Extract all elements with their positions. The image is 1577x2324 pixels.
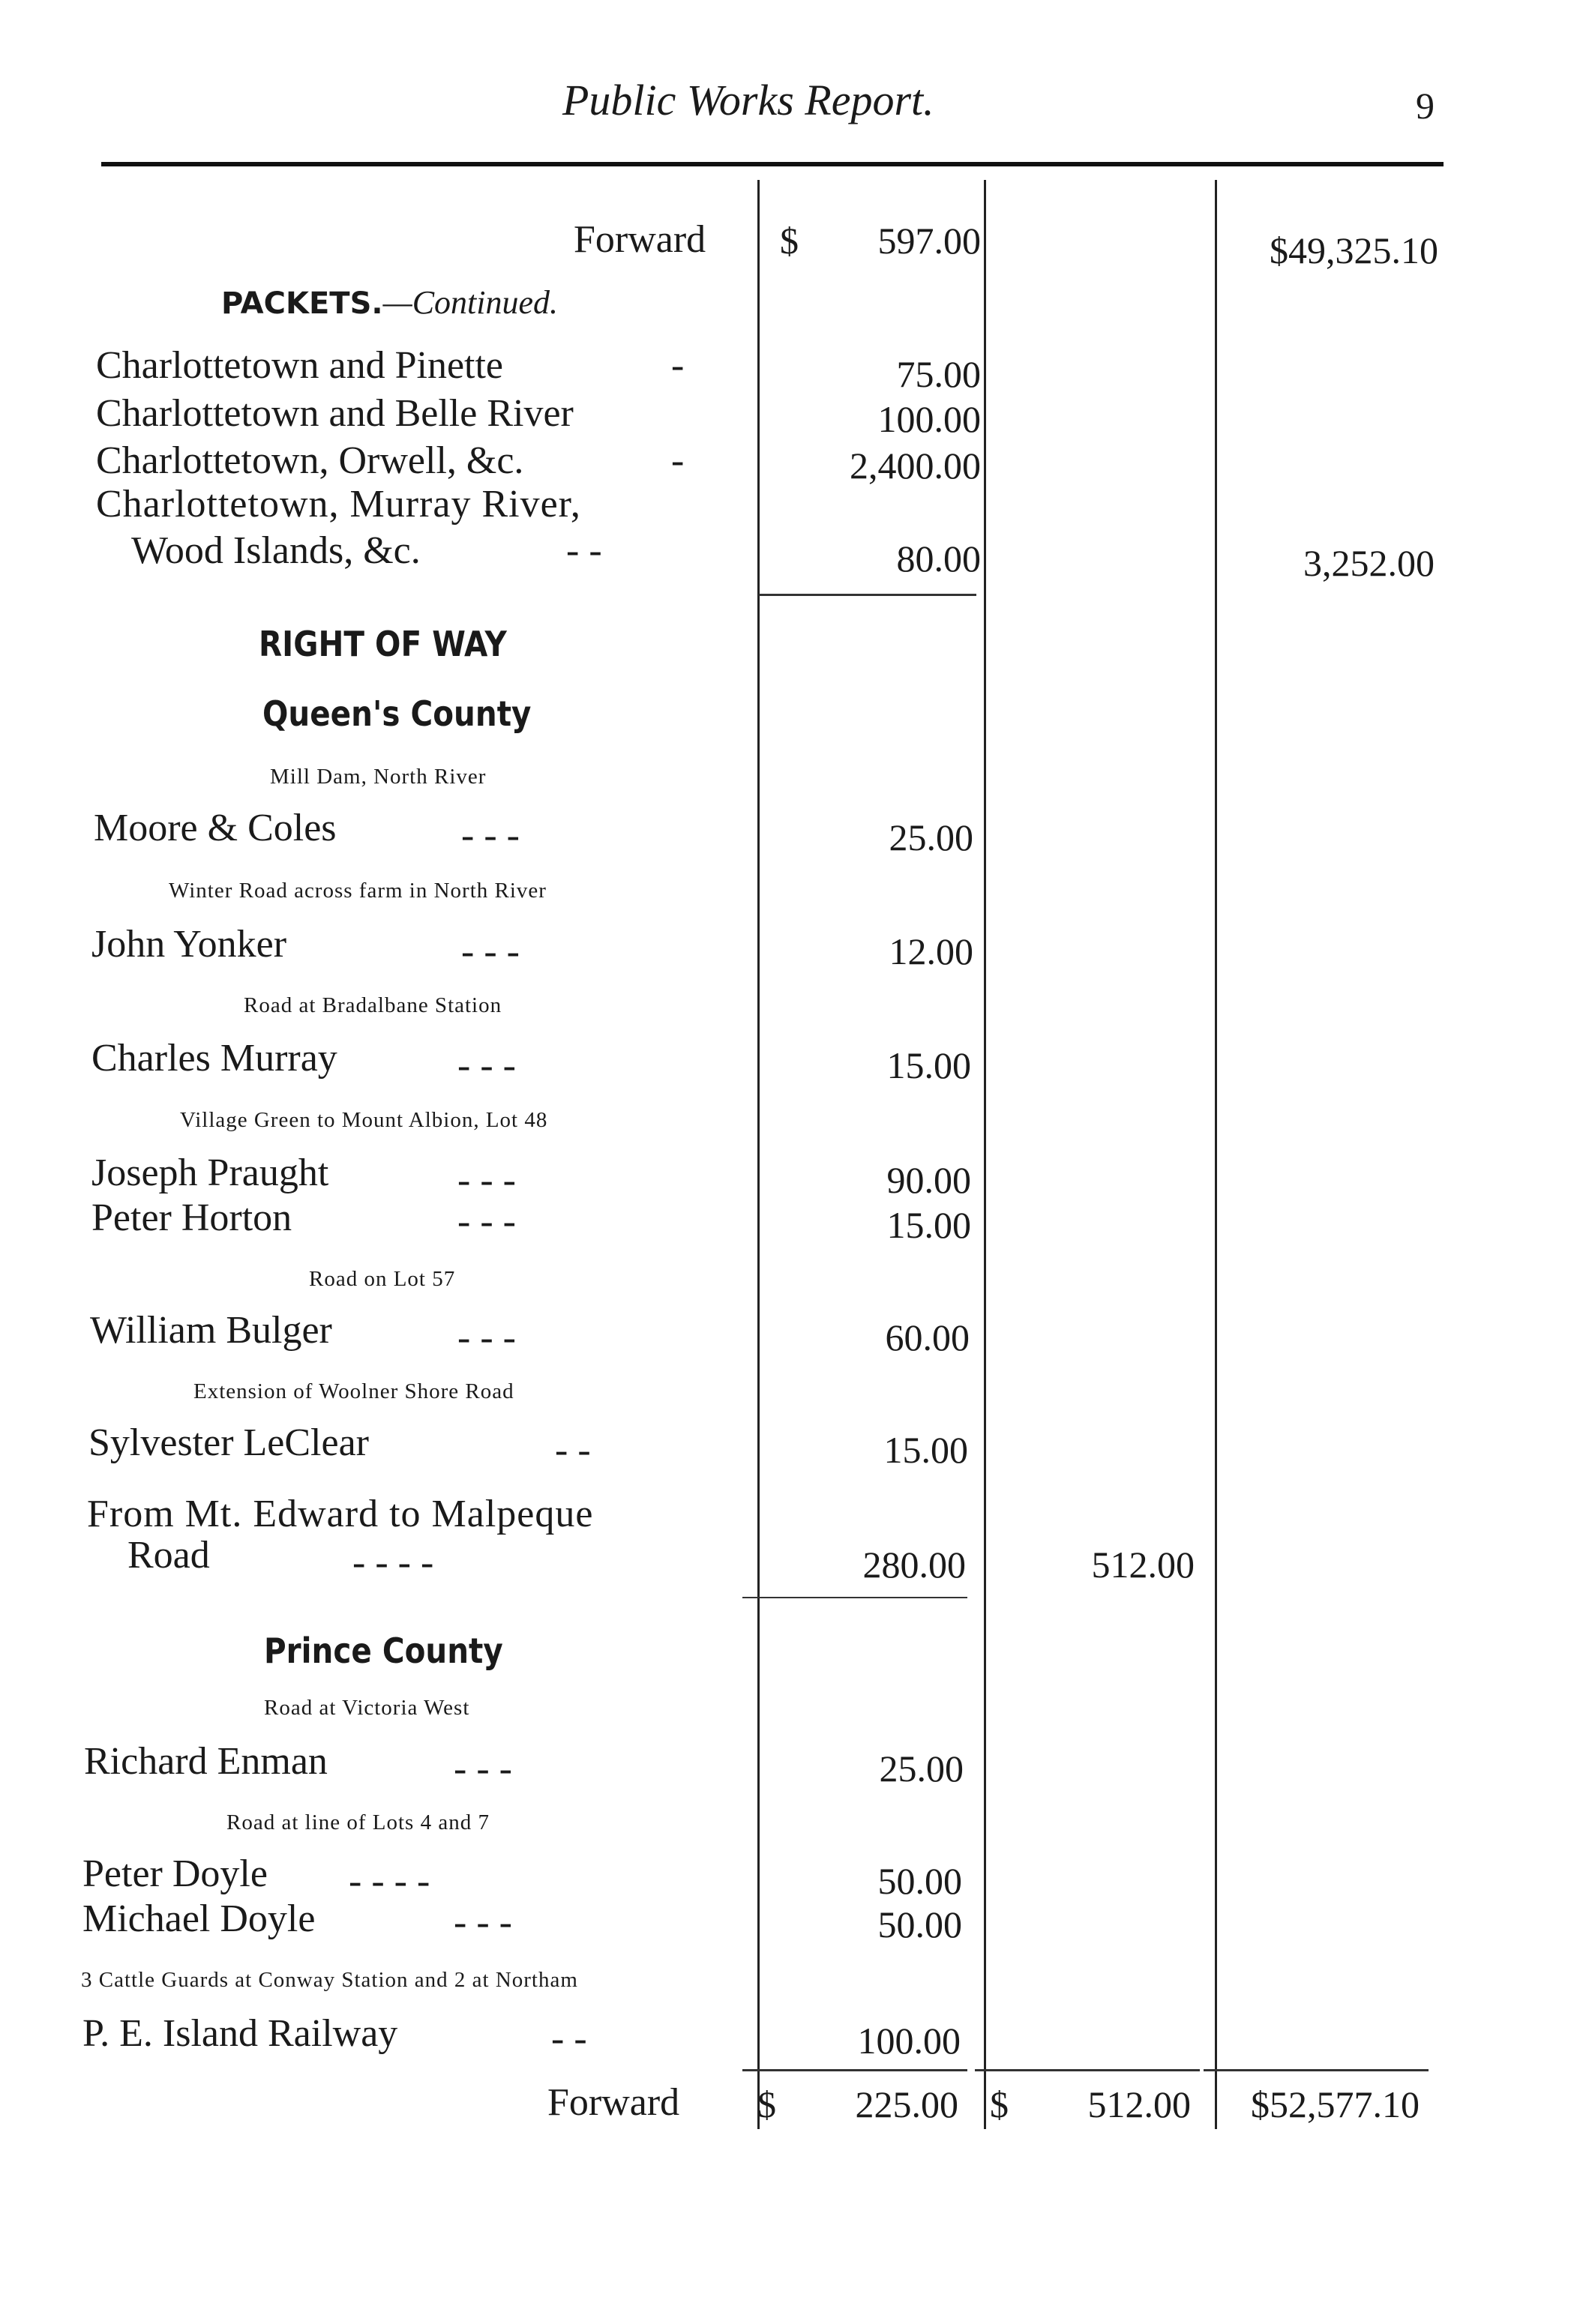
forward-top-col1: 597.00	[877, 220, 981, 262]
packets-total: 3,252.00	[1303, 542, 1435, 584]
packets-underline	[759, 594, 976, 596]
forward-label-top: Forward	[574, 218, 706, 261]
currency-symbol: $	[990, 2083, 1009, 2125]
packet-item-amount: 100.00	[877, 398, 981, 440]
right-of-way-heading: RIGHT OF WAY	[259, 624, 507, 664]
entry-name: Richard Enman	[84, 1740, 328, 1783]
entry-description: Road on Lot 57	[309, 1267, 456, 1291]
entry-name: From Mt. Edward to Malpeque	[87, 1493, 594, 1535]
prince-county-heading: Prince County	[264, 1631, 503, 1671]
forward-rule-2	[975, 2069, 1200, 2071]
entry-amount: 15.00	[886, 1204, 971, 1246]
entry-description: Winter Road across farm in North River	[169, 879, 547, 903]
entry-amount: 50.00	[877, 1903, 962, 1945]
entry-name: Moore & Coles	[94, 807, 337, 849]
entry-name: Peter Doyle	[82, 1852, 268, 1895]
forward-label-bottom: Forward	[547, 2081, 680, 2124]
column-divider-2	[984, 180, 986, 2129]
entry-dashes: - - -	[457, 1200, 516, 1243]
entry-name: Sylvester LeClear	[88, 1421, 369, 1464]
entry-name: John Yonker	[91, 923, 287, 966]
entry-amount: 15.00	[886, 1044, 971, 1086]
forward-bottom-col2: 512.00	[1087, 2083, 1191, 2125]
entry-name: P. E. Island Railway	[82, 2012, 398, 2055]
queens-underline	[742, 1597, 967, 1598]
packet-item-name: Charlottetown, Murray River,	[96, 483, 581, 526]
packet-item-name: Charlottetown, Orwell, &c.	[96, 439, 524, 482]
entry-amount: 15.00	[883, 1429, 968, 1471]
column-divider-3	[1215, 180, 1217, 2129]
entry-dashes: - - -	[454, 1901, 512, 1944]
entry-dashes: - -	[555, 1429, 591, 1472]
entry-description: Road at line of Lots 4 and 7	[226, 1810, 490, 1834]
packet-item-name: Charlottetown and Belle River	[96, 392, 574, 435]
packet-item-amount: 75.00	[896, 353, 981, 395]
packet-item-name: Wood Islands, &c.	[131, 529, 421, 572]
entry-name: Joseph Praught	[91, 1152, 329, 1194]
queens-county-heading: Queen's County	[262, 693, 532, 734]
queens-subtotal: 512.00	[1091, 1544, 1195, 1586]
entry-name: William Bulger	[90, 1309, 332, 1352]
entry-description: 3 Cattle Guards at Conway Station and 2 at Northam	[81, 1968, 578, 1992]
entry-amount: 25.00	[889, 816, 973, 858]
entry-description: Extension of Woolner Shore Road	[193, 1379, 514, 1403]
forward-bottom-col1: 225.00	[855, 2083, 958, 2125]
page-title: Public Works Report.	[562, 76, 934, 124]
entry-name: Michael Doyle	[82, 1897, 316, 1940]
packet-item-amount: 2,400.00	[850, 445, 981, 487]
packet-item-dashes: -	[671, 439, 685, 482]
entry-dashes: - - - -	[352, 1541, 434, 1584]
packet-item-name: Charlottetown and Pinette	[96, 344, 504, 387]
page-number: 9	[1416, 85, 1435, 127]
entry-amount: 280.00	[862, 1544, 966, 1586]
packets-heading-text: PACKETS.	[221, 286, 383, 321]
entry-description: Mill Dam, North River	[270, 765, 487, 789]
entry-dashes: - -	[551, 2017, 587, 2060]
header-rule	[101, 162, 1444, 166]
entry-description: Road at Bradalbane Station	[244, 993, 502, 1017]
forward-bottom-col3: $52,577.10	[1251, 2083, 1420, 2125]
packets-continued: —Continued.	[382, 284, 559, 321]
entry-amount: 100.00	[857, 2020, 961, 2062]
entry-name: Road	[127, 1534, 210, 1577]
entry-dashes: - - -	[461, 814, 520, 857]
forward-rule-3	[1204, 2069, 1429, 2071]
entry-dashes: - - -	[454, 1747, 512, 1790]
packet-item-amount: 80.00	[896, 538, 981, 580]
column-divider-1	[757, 180, 760, 2129]
forward-top-col3: $49,325.10	[1270, 229, 1438, 271]
packet-item-dashes: -	[671, 344, 685, 387]
entry-dashes: - - -	[457, 1316, 516, 1359]
forward-rule-1	[742, 2069, 967, 2071]
entry-name: Peter Horton	[91, 1196, 292, 1239]
entry-description: Road at Victoria West	[264, 1696, 470, 1720]
packet-item-dashes: - -	[566, 529, 602, 572]
entry-amount: 25.00	[879, 1747, 964, 1789]
entry-amount: 12.00	[889, 930, 973, 972]
entry-description: Village Green to Mount Albion, Lot 48	[180, 1108, 548, 1132]
entry-dashes: - - -	[457, 1159, 516, 1202]
packets-heading	[221, 283, 558, 322]
entry-dashes: - - -	[461, 930, 520, 973]
currency-symbol: $	[757, 2083, 776, 2125]
entry-amount: 60.00	[885, 1316, 970, 1358]
entry-name: Charles Murray	[91, 1037, 337, 1080]
entry-amount: 50.00	[877, 1860, 962, 1902]
entry-dashes: - - -	[457, 1044, 516, 1087]
currency-symbol: $	[780, 220, 799, 262]
entry-dashes: - - - -	[349, 1860, 430, 1903]
entry-amount: 90.00	[886, 1159, 971, 1201]
